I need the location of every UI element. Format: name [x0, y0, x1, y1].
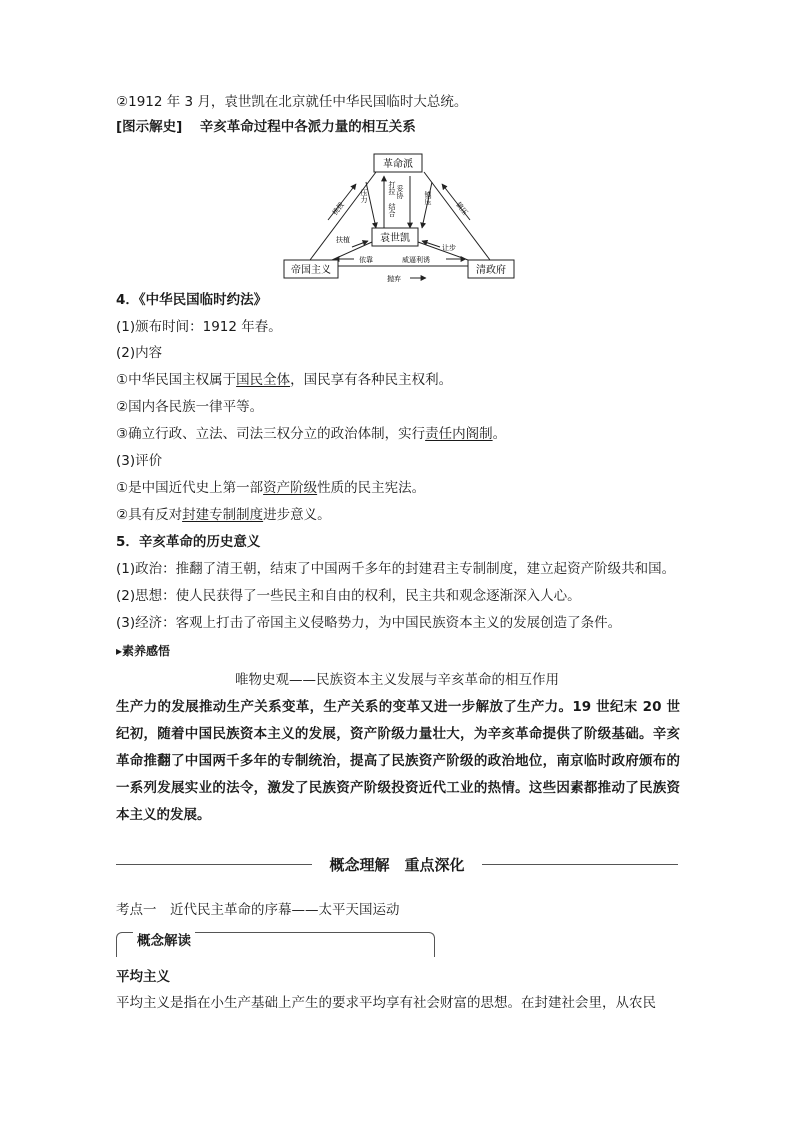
- arrow-fuzhi: [352, 241, 368, 247]
- content1-text-a: ①中华民国主权属于: [116, 372, 237, 388]
- label-jiehe: 结合: [388, 203, 396, 217]
- literacy-title: 唯物史观——民族资本主义发展与辛亥革命的相互作用: [235, 672, 559, 688]
- section4-item1: (1)颁布时间：1912 年春。: [116, 319, 282, 335]
- concept-section-title: 概念理解 重点深化: [329, 856, 465, 874]
- section4-heading: 4．《中华民国临时约法》: [116, 292, 268, 308]
- label-paoqi: 抛弃: [387, 275, 401, 283]
- diagram-caption: [116, 117, 416, 137]
- literacy-label: ▸素养感悟: [116, 644, 171, 658]
- label-yali: 压力: [360, 189, 368, 203]
- section-divider-right: [482, 864, 678, 865]
- top-line: ②1912 年 3 月，袁世凯在北京就任中华民国临时大总统。: [116, 94, 468, 110]
- section4-eval1: [116, 478, 425, 498]
- label-tiaobo: 挑拨: [330, 200, 346, 217]
- eval2-underlined: 封建专制制度: [182, 507, 264, 523]
- content3-text-b: 。: [492, 426, 507, 442]
- node-qing: 清政府: [476, 265, 506, 276]
- label-rangbu: 让步: [442, 244, 456, 252]
- section-divider-left: [116, 864, 312, 865]
- label-dala: 打拉: [388, 181, 396, 195]
- node-revolution: 革命派: [383, 159, 413, 170]
- section4-content2: ②国内各民族一律平等。: [116, 399, 264, 415]
- eval2-text-a: ②具有反对: [116, 507, 183, 523]
- content1-underlined: 国民全体: [236, 372, 291, 388]
- edge-imperialism-revolution: [310, 172, 376, 260]
- section4-item3: (3)评价: [116, 453, 163, 469]
- label-zhenya-yuan: 镇压: [424, 191, 432, 205]
- arrow-qing-zhenya: [422, 182, 432, 228]
- exam-point-title: 考点一 近代民主革命的序幕——太平天国运动: [116, 902, 400, 918]
- section5-ideological: (2)思想：使人民获得了一些民主和自由的权利，民主共和观念逐渐深入人心。: [116, 588, 581, 604]
- section4-content1: [116, 370, 452, 390]
- node-yuan: 袁世凯: [380, 233, 410, 244]
- section5-political: (1)政治：推翻了清王朝，结束了中国两千多年的封建君主专制制度，建立起资产阶级共和国。: [116, 561, 676, 577]
- edge-qing-revolution: [424, 172, 490, 260]
- eval2-text-b: 进步意义。: [263, 507, 331, 523]
- content3-text-a: ③确立行政、立法、司法三权分立的政治体制，实行: [116, 426, 426, 442]
- term-definition: 平均主义是指在小生产基础上产生的要求平均享有社会财富的思想。在封建社会里，从农民: [116, 995, 656, 1011]
- label-fuzhi: 扶植: [336, 236, 350, 244]
- label-zhenya-rev: 镇压: [454, 200, 470, 217]
- node-imperialism: 帝国主义: [291, 265, 331, 276]
- content3-underlined: 责任内阁制: [425, 426, 493, 442]
- diagram-caption-tag: [图示解史]: [116, 119, 183, 135]
- relationship-diagram: [270, 148, 530, 288]
- concept-box-header: [116, 932, 435, 957]
- term-title: 平均主义: [116, 969, 170, 985]
- section5-heading: 5．辛亥革命的历史意义: [116, 534, 261, 550]
- label-weibi: 威逼利诱: [402, 256, 430, 264]
- label-yikao: 依靠: [359, 256, 373, 264]
- section5-economic: (3)经济：客观上打击了帝国主义侵略势力，为中国民族资本主义的发展创造了条件。: [116, 615, 622, 631]
- section4-content3: [116, 424, 506, 444]
- eval1-text-a: ①是中国近代史上第一部: [116, 480, 264, 496]
- eval1-text-b: 性质的民主宪法。: [317, 480, 426, 496]
- section4-eval2: [116, 505, 331, 525]
- label-tuoxie: 妥协: [396, 185, 404, 199]
- diagram-caption-title: 辛亥革命过程中各派力量的相互关系: [199, 119, 416, 135]
- concept-box-label: 概念解读: [133, 931, 195, 951]
- section4-item2: (2)内容: [116, 345, 163, 361]
- literacy-paragraph: 生产力的发展推动生产关系变革，生产关系的变革又进一步解放了生产力。19 世纪末 20 世纪初，随着中国民族资本主义的发展，资产阶级力量壮大，为辛亥革命提供了阶级基础。辛亥革命推翻了中国两千多年的专制统治，提高了民族资产阶级的政治地位，南京临时政府颁布的一系列发展实业的法令，激发了民族资产阶级投资近代工业的热情。这些因素都推动了民族资本主义的发展。: [116, 699, 680, 823]
- arrow-tiaobo: [328, 184, 356, 220]
- content1-text-b: ，国民享有各种民主权利。: [290, 372, 453, 388]
- eval1-underlined: 资产阶级: [263, 480, 318, 496]
